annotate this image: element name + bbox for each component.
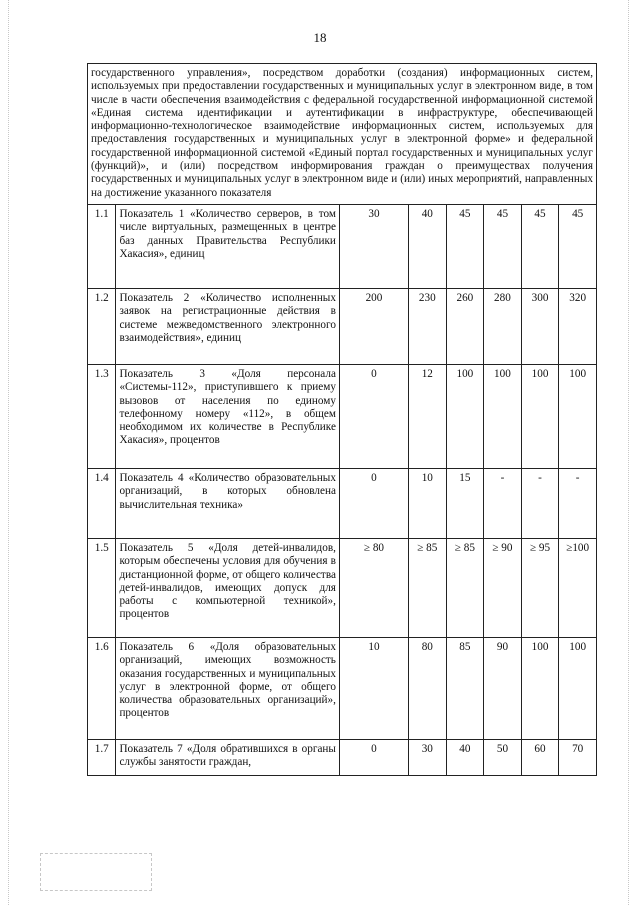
indicator-value: 260 [446, 288, 484, 364]
indicator-value: 100 [521, 637, 559, 739]
table-row [88, 637, 597, 739]
indicator-value: 10 [339, 637, 408, 739]
indicator-value: 50 [484, 739, 522, 775]
indicator-value: 0 [339, 468, 408, 538]
indicator-value: 12 [409, 364, 447, 468]
table-row [88, 204, 597, 288]
row-number: 1.5 [88, 538, 116, 637]
row-number: 1.3 [88, 364, 116, 468]
row-number: 1.2 [88, 288, 116, 364]
indicator-value: 0 [339, 739, 408, 775]
indicator-value: 30 [339, 204, 408, 288]
indicator-value: - [559, 468, 597, 538]
indicator-value: ≥100 [559, 538, 597, 637]
indicator-value: 100 [559, 637, 597, 739]
indicator-value: 320 [559, 288, 597, 364]
scan-edge-right [628, 0, 630, 905]
indicator-value: 15 [446, 468, 484, 538]
indicator-value: ≥ 85 [446, 538, 484, 637]
indicator-value: 0 [339, 364, 408, 468]
indicator-value: 70 [559, 739, 597, 775]
indicator-value: 100 [521, 364, 559, 468]
indicator-value: 45 [521, 204, 559, 288]
intro-text: государственного управления», посредством доработки (создания) информационных систем, используемых при предоставлении государственных и муниципальных услуг в электронном виде, в том числе в части обеспечения взаимодействия с федеральной государственной информационной системой «Единая система идентификации и аутентификации в инфраструктуре, обеспечивающей информационно-технологическое взаимодействие информационных систем, используемых для предоставления государственных и муниципальных услуг в электронной форме» и федеральной государственной информационной системой «Единый портал государственных и муниципальных услуг (функций)», и (или) посредством информирования граждан о преимуществах получения государственных и муниципальных услуг в электронном виде и (или) иных мероприятий, направленных на достижение указанного показателя [88, 64, 597, 205]
indicator-value: 40 [409, 204, 447, 288]
indicator-value: - [521, 468, 559, 538]
indicator-value: 45 [559, 204, 597, 288]
indicator-name: Показатель 2 «Количество исполненных заявок на регистрационные действия в системе межведомственного электронного взаимодействия», единиц [116, 288, 339, 364]
indicator-value: 90 [484, 637, 522, 739]
indicator-value: 40 [446, 739, 484, 775]
indicator-name: Показатель 7 «Доля обратившихся в органы службы занятости граждан, [116, 739, 339, 775]
table-row [88, 468, 597, 538]
indicator-value: 30 [409, 739, 447, 775]
indicator-name: Показатель 5 «Доля детей-инвалидов, которым обеспечены условия для обучения в дистанционной форме, от общего количества детей-инвалидов, имеющих допуск для работы с компьютерной техникой», процентов [116, 538, 339, 637]
indicator-value: ≥ 90 [484, 538, 522, 637]
table-row [88, 288, 597, 364]
indicator-name: Показатель 3 «Доля персонала «Системы-112», приступившего к приему вызовов от населения по единому телефонному номеру «112», в общем необходимом их количестве в Республике Хакасия», процентов [116, 364, 339, 468]
indicator-value: 100 [446, 364, 484, 468]
indicator-value: - [484, 468, 522, 538]
indicator-value: 60 [521, 739, 559, 775]
scan-stamp [40, 853, 152, 891]
indicator-value: 280 [484, 288, 522, 364]
row-number: 1.1 [88, 204, 116, 288]
indicator-value: ≥ 85 [409, 538, 447, 637]
row-number: 1.6 [88, 637, 116, 739]
indicator-value: 45 [484, 204, 522, 288]
indicators-table [87, 63, 597, 776]
indicator-value: 300 [521, 288, 559, 364]
indicator-value: 100 [559, 364, 597, 468]
indicator-value: 100 [484, 364, 522, 468]
table-row [88, 538, 597, 637]
scan-edge-left [8, 0, 10, 905]
indicator-value: ≥ 80 [339, 538, 408, 637]
indicator-value: 230 [409, 288, 447, 364]
table-row [88, 739, 597, 775]
indicator-value: 10 [409, 468, 447, 538]
indicator-value: 200 [339, 288, 408, 364]
intro-row [88, 64, 597, 205]
table-row [88, 364, 597, 468]
indicator-name: Показатель 1 «Количество серверов, в том числе виртуальных, размещенных в центре баз данных Правительства Республики Хакасия», единиц [116, 204, 339, 288]
row-number: 1.7 [88, 739, 116, 775]
page-number: 18 [313, 30, 327, 45]
row-number: 1.4 [88, 468, 116, 538]
indicator-value: ≥ 95 [521, 538, 559, 637]
indicator-value: 85 [446, 637, 484, 739]
indicator-value: 80 [409, 637, 447, 739]
indicator-name: Показатель 4 «Количество образовательных организаций, в которых обновлена вычислительная техника» [116, 468, 339, 538]
indicator-name: Показатель 6 «Доля образовательных организаций, имеющих возможность оказания государственных и муниципальных услуг в электронной форме, от общего количества образовательных организаций», процентов [116, 637, 339, 739]
indicator-value: 45 [446, 204, 484, 288]
